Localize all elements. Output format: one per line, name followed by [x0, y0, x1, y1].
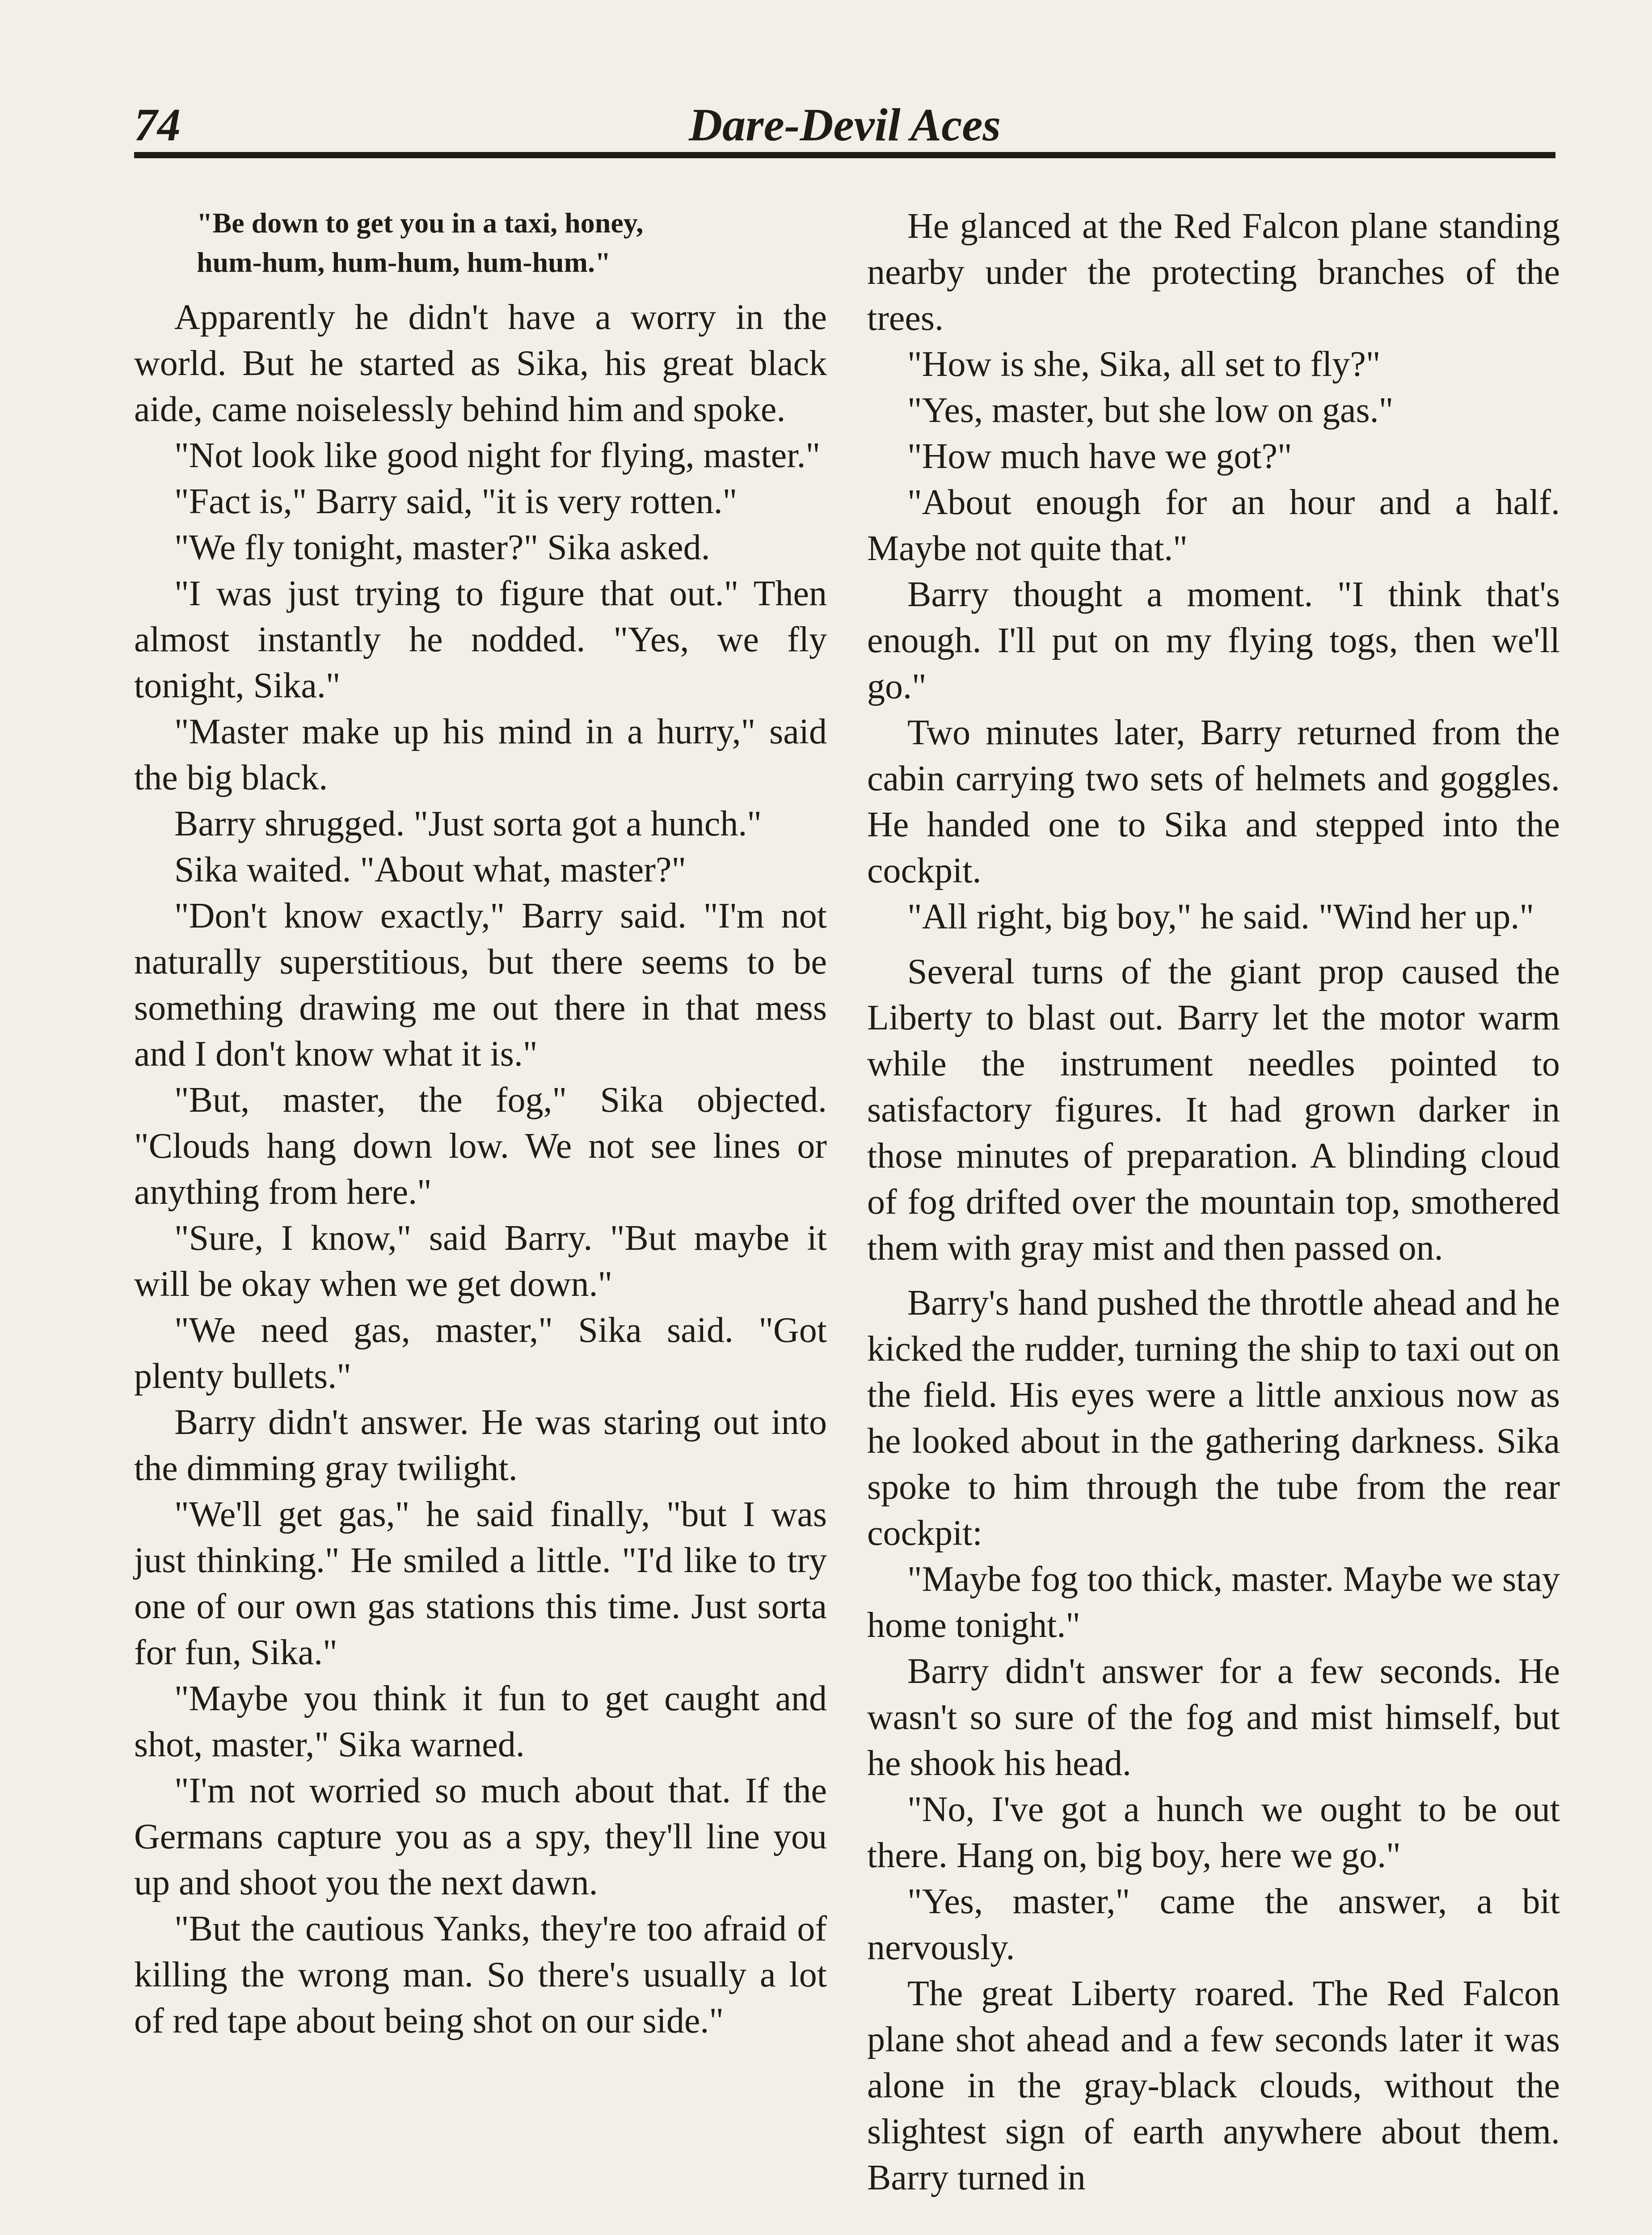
paragraph: "Fact is," Barry said, "it is very rotten." [174, 482, 738, 521]
left-column [134, 203, 827, 2044]
paragraph: "Yes, master, but she low on gas." [907, 391, 1394, 430]
paragraph: "About enough for an hour and a half. Maybe not quite that." [867, 483, 1560, 568]
paragraph: "But the cautious Yanks, they're too afraid of killing the wrong man. So there's usually a lot of red tape about being shot on our side." [134, 1909, 827, 2041]
paragraph: "But, master, the fog," Sika objected. "Clouds hang down low. We not see lines or anything from here." [134, 1080, 827, 1212]
paragraph: Sika waited. "About what, master?" [174, 850, 687, 890]
paragraph: "Master make up his mind in a hurry," said the big black. [134, 712, 827, 797]
paragraph: "I'm not worried so much about that. If the Germans capture you as a spy, they'll line you up and shoot you the next dawn. [134, 1771, 827, 1902]
paragraph: "No, I've got a hunch we ought to be out there. Hang on, big boy, here we go." [867, 1790, 1560, 1875]
paragraph: "We need gas, master," Sika said. "Got plenty bullets." [134, 1311, 827, 1396]
paragraph: "Yes, master," came the answer, a bit nervously. [867, 1882, 1560, 1967]
header-rule [134, 152, 1555, 158]
paragraph: Barry didn't answer. He was staring out into the dimming gray twilight. [134, 1403, 827, 1488]
paragraph: "Maybe fog too thick, master. Maybe we stay home tonight." [867, 1560, 1560, 1645]
paragraph: "I was just trying to figure that out." Then almost instantly he nodded. "Yes, we fly tonight, Sika." [134, 574, 827, 705]
paragraph: Barry thought a moment. "I think that's enough. I'll put on my flying togs, then we'll go." [867, 575, 1560, 706]
right-column [867, 203, 1560, 2201]
song-line: "Be down to get you in a taxi, honey, [197, 207, 644, 239]
paragraph: "Don't know exactly," Barry said. "I'm not naturally superstitious, but there seems to be something drawing me out there in that mess and I don't know what it is." [134, 896, 827, 1074]
paragraph: "How much have we got?" [907, 437, 1292, 476]
magazine-title: Dare-Devil Aces [689, 99, 1001, 151]
page-number: 74 [134, 99, 181, 151]
paragraph: Several turns of the giant prop caused the Liberty to blast out. Barry let the motor warm while the instrument needles pointed to satisfactory figures. It had grown darker in those minutes of preparation. A blinding cloud of fog drifted over the mountain top, smothered them with gray mist and then passed on. [867, 952, 1560, 1268]
paragraph: Apparently he didn't have a worry in the world. But he started as Sika, his great black aide, came noiselessly behind him and spoke. [134, 298, 827, 429]
paragraph: "Sure, I know," said Barry. "But maybe it will be okay when we get down." [134, 1219, 827, 1304]
paragraph: "We'll get gas," he said finally, "but I was just thinking." He smiled a little. "I'd like to try one of our own gas stations this time. Just sorta for fun, Sika." [134, 1495, 827, 1672]
paragraph: He glanced at the Red Falcon plane standing nearby under the protecting branches of the trees. [867, 207, 1560, 338]
paragraph: "Maybe you think it fun to get caught and shot, master," Sika warned. [134, 1679, 827, 1764]
paragraph: Barry shrugged. "Just sorta got a hunch." [174, 804, 762, 843]
paragraph: The great Liberty roared. The Red Falcon plane shot ahead and a few seconds later it was alone in the gray-black clouds, without the slightest sign of earth anywhere about them. Barry turned in [867, 1974, 1560, 2197]
paragraph: "We fly tonight, master?" Sika asked. [174, 528, 710, 567]
paragraph: "How is she, Sika, all set to fly?" [907, 345, 1381, 384]
paragraph: Two minutes later, Barry returned from the cabin carrying two sets of helmets and goggles. He handed one to Sika and stepped into the cockpit. [867, 713, 1560, 890]
paragraph: Barry didn't answer for a few seconds. He wasn't so sure of the fog and mist himself, but he shook his head. [867, 1652, 1560, 1783]
page-header [134, 98, 1555, 156]
paragraph: "Not look like good night for flying, master." [174, 436, 821, 475]
song-excerpt [197, 203, 787, 282]
song-line: hum-hum, hum-hum, hum-hum." [197, 246, 611, 278]
paragraph: Barry's hand pushed the throttle ahead and he kicked the rudder, turning the ship to taxi out on the field. His eyes were a little anxious now as he looked about in the gathering darkness. Sika spoke to him through the tube from the rear cockpit: [867, 1283, 1560, 1553]
paragraph: "All right, big boy," he said. "Wind her up." [907, 897, 1534, 936]
